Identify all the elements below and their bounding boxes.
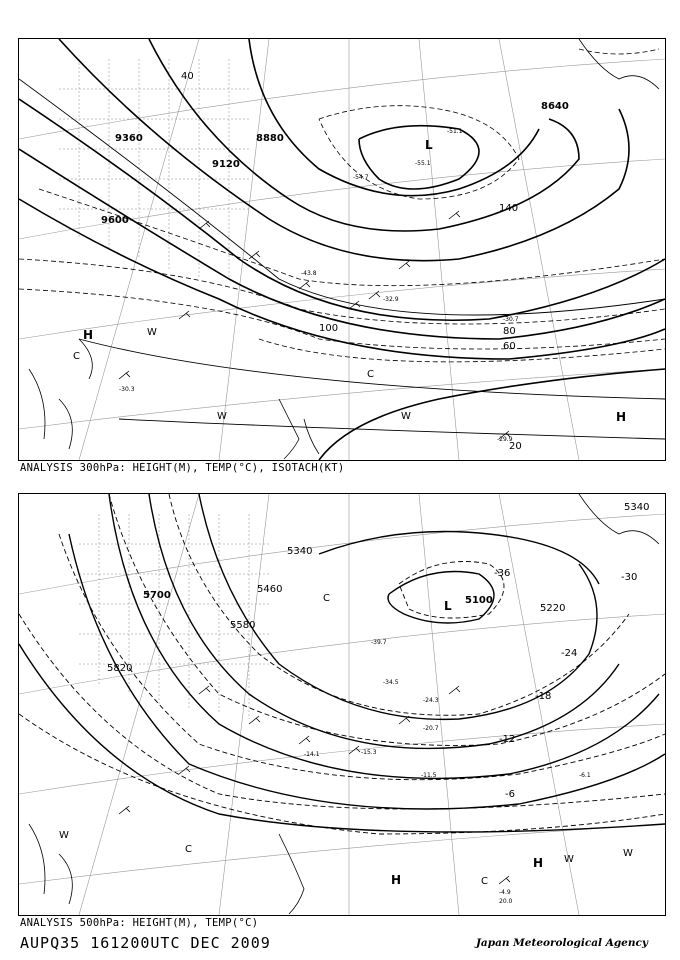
temp-obs: -43.8 xyxy=(301,270,317,277)
temp-obs: -20.7 xyxy=(423,725,439,732)
isotach-label-80: 80 xyxy=(503,326,516,337)
temp-obs: -6.1 xyxy=(579,772,591,779)
wind-barbs xyxy=(119,686,510,884)
warm-cold-marks xyxy=(59,593,633,887)
isotach-label-40: 40 xyxy=(181,71,194,82)
temp-obs: -14.1 xyxy=(304,751,320,758)
wind-barbs xyxy=(119,211,510,439)
temp-obs: -29.9 xyxy=(497,436,513,443)
isotach-label-60: 60 xyxy=(503,341,516,352)
isotach-label-140: 140 xyxy=(499,203,519,214)
map-300hpa xyxy=(19,39,665,460)
high-center-west: H xyxy=(83,328,94,342)
high-center-west: H xyxy=(391,873,402,887)
isotherm-label-minus30: -30 xyxy=(621,572,638,583)
isotherm-label-minus12: -12 xyxy=(499,734,516,745)
coastline xyxy=(29,494,659,914)
low-center: L xyxy=(425,138,433,152)
warm-mark: W xyxy=(59,830,69,841)
isotherms xyxy=(19,49,665,362)
height-label-5700: 5700 xyxy=(143,590,171,601)
height-label-9360: 9360 xyxy=(115,133,143,144)
height-label-5820: 5820 xyxy=(107,663,133,674)
height-label-5460: 5460 xyxy=(257,584,283,595)
map-500hpa xyxy=(19,494,665,915)
high-center-east: H xyxy=(616,410,627,424)
warm-mark-3: W xyxy=(623,848,633,859)
warm-mark: W xyxy=(147,327,157,338)
warm-mark-3: W xyxy=(217,411,227,422)
temp-obs: -39.7 xyxy=(371,639,387,646)
warm-cold-marks xyxy=(73,327,411,422)
height-label-8640: 8640 xyxy=(541,101,569,112)
graticule xyxy=(19,494,665,915)
isotherm-label-minus24: -24 xyxy=(561,648,578,659)
height-label-5220: 5220 xyxy=(540,603,566,614)
height-label-8880: 8880 xyxy=(256,133,284,144)
caption-500hpa: ANALYSIS 500hPa: HEIGHT(M), TEMP(°C) xyxy=(20,917,259,929)
temp-obs: -55.1 xyxy=(415,160,431,167)
isotherm-label-minus18: -18 xyxy=(535,691,552,702)
isotach-labels xyxy=(181,71,522,452)
temp-obs: -11.5 xyxy=(421,772,437,779)
cold-mark-2: C xyxy=(367,369,374,380)
isotach-label-100: 100 xyxy=(319,323,339,334)
cold-mark-2: C xyxy=(185,844,192,855)
cold-mark: C xyxy=(73,351,80,362)
temp-obs: -30.3 xyxy=(119,386,135,393)
isotherm-label-minus36: -36 xyxy=(494,568,511,579)
isotherm-labels xyxy=(494,568,637,800)
temp-obs: -24.3 xyxy=(423,697,439,704)
temperature-obs xyxy=(304,639,591,905)
temp-obs: -30.7 xyxy=(503,316,519,323)
height-label-5580: 5580 xyxy=(230,620,256,631)
temp-obs: -34.5 xyxy=(383,679,399,686)
obs-grid xyxy=(79,514,269,719)
height-label-5340-a: 5340 xyxy=(287,546,313,557)
isotherm-label-minus6: -6 xyxy=(505,789,515,800)
low-center: L xyxy=(444,599,452,613)
cold-mark: C xyxy=(323,593,330,604)
height-label-9120: 9120 xyxy=(212,159,240,170)
temp-obs: -54.7 xyxy=(353,174,369,181)
temp-obs: -51.1 xyxy=(447,128,463,135)
height-label-9600: 9600 xyxy=(101,215,129,226)
chart-500hpa xyxy=(18,493,666,916)
cold-mark-3: C xyxy=(481,876,488,887)
high-center-east: H xyxy=(533,856,544,870)
temp-obs: -32.9 xyxy=(383,296,399,303)
warm-mark-2: W xyxy=(564,854,574,865)
isotach-label-20: 20 xyxy=(509,441,522,452)
chart-code-and-time: AUPQ35 161200UTC DEC 2009 xyxy=(20,934,271,952)
temp-obs: 20.0 xyxy=(499,898,513,905)
agency-name: Japan Meteorological Agency xyxy=(475,937,648,949)
caption-300hpa: ANALYSIS 300hPa: HEIGHT(M), TEMP(°C), ISOTACH(KT) xyxy=(20,462,345,474)
height-label-5100: 5100 xyxy=(465,595,493,606)
warm-mark-2: W xyxy=(401,411,411,422)
temp-obs: -15.3 xyxy=(361,749,377,756)
pressure-systems xyxy=(391,599,543,887)
height-label-5340-b: 5340 xyxy=(624,502,650,513)
chart-300hpa xyxy=(18,38,666,461)
temp-obs: -4.9 xyxy=(499,889,511,896)
